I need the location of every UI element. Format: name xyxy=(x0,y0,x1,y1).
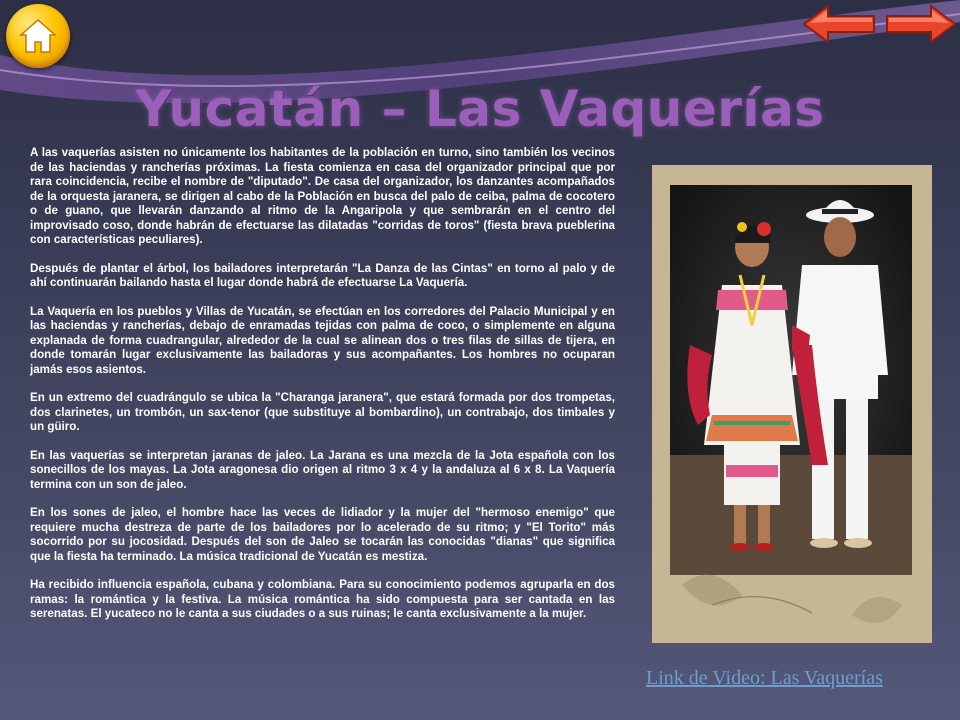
arrow-left-icon xyxy=(804,6,874,42)
page-title: Yucatán – Las Vaquerías xyxy=(135,80,825,138)
video-link[interactable]: Link de Video: Las Vaquerías xyxy=(646,667,883,689)
paragraph: A las vaquerías asisten no únicamente los habitantes de la población en turno, sino también los vecinos de las haciendas y rancherías próximas. La fiesta comienza en casa del organizador principal que por rara coincidencia, recibe el nombre de "diputado". De casa del organizador, los danzantes acompañados de la orquesta jaranera, se dirigen al cabo de la Población en busca del palo de ceiba, palma de cocotero o de guano, que llevarán danzando al ritmo de la Angaripola y que sembrarán en el centro del improvisado coso, donde habrán de efectuarse las dilatadas "corridas de toros" (fiesta brava pueblerina con características peculiares). xyxy=(30,146,615,246)
home-icon xyxy=(18,16,58,56)
back-button[interactable] xyxy=(800,2,878,46)
article-body xyxy=(30,146,615,636)
paragraph: La Vaquería en los pueblos y Villas de Yucatán, se efectúan en los corredores del Palacio Municipal y en las haciendas y rancherías, debajo de enramadas tejidas con palma de coco, o simplemente en alguna explanada de forma cuadrangular, alrededor de la cual se alinean dos o tres filas de sillas de tijera, en donde tomarán lugar exclusivamente las bailadoras y sus acompañantes. Los hombres no ocuparan jamás esos asientos. xyxy=(30,304,615,376)
paragraph: En las vaquerías se interpretan jaranas de jaleo. La Jarana es una mezcla de la Jota española con los sonecillos de los mayas. La Jota aragonesa dio origen al ritmo 3 x 4 y la andaluza al 6 x 8. La Vaquería termina con un son de jaleo. xyxy=(30,448,615,491)
forward-button[interactable] xyxy=(885,2,959,46)
arrow-right-icon xyxy=(887,6,955,42)
home-button[interactable] xyxy=(6,4,70,68)
paragraph: Después de plantar el árbol, los bailadores interpretarán "La Danza de las Cintas" en torno al palo y de ahí continuarán bailando hasta el lugar donde habrá de efectuarse La Vaquería. xyxy=(30,261,615,289)
paragraph: En un extremo del cuadrángulo se ubica la "Charanga jaranera", que estará formada por dos trompetas, dos clarinetes, un trombón, un sax-tenor (que substituye al bombardino), un contrabajo, dos timbales y un güiro. xyxy=(30,391,615,433)
dancers-photo xyxy=(652,165,932,643)
paragraph: En los sones de jaleo, el hombre hace las veces de lidiador y la mujer del "hermoso enemigo" que requiere mucha destreza de parte de los bailadores por lo acelerado de su ritmo; y "El Torito" más socorrido por su jocosidad. Después del son de Jaleo se tocarán las conocidas "dianas" que significa que la fiesta ha terminado. La música tradicional de Yucatán es mestiza. xyxy=(30,506,615,563)
paragraph: Ha recibido influencia española, cubana y colombiana. Para su conocimiento podemos agruparla en dos ramas: la romántica y la festiva. La música romántica ha sido compuesta para ser cantada en las serenatas. El yucateco no le canta a sus ciudades o a sus ruinas; le canta exclusivamente a la mujer. xyxy=(30,578,615,620)
dancers-illustration xyxy=(652,165,932,643)
